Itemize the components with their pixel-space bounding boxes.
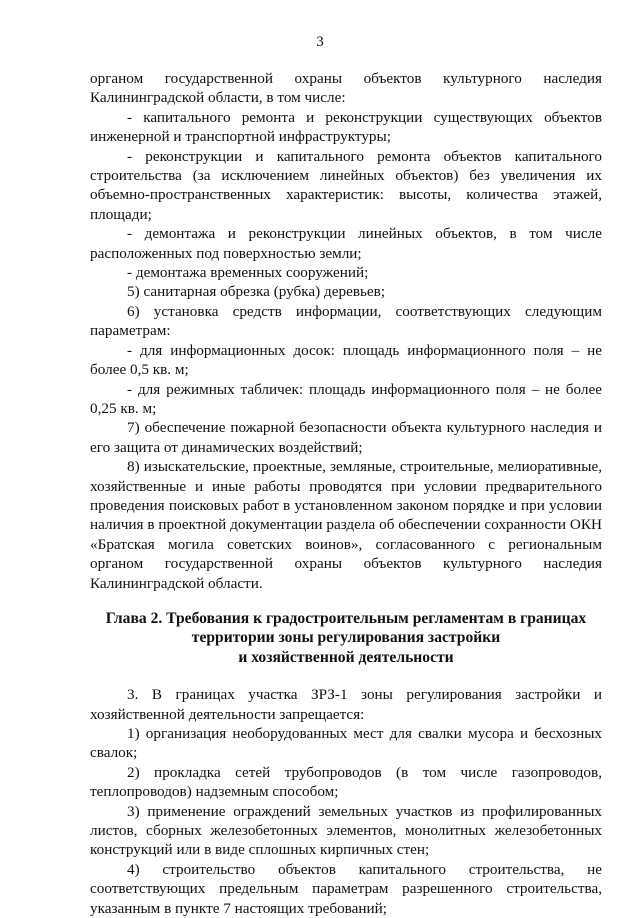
list-item: 5) санитарная обрезка (рубка) деревьев; (127, 283, 386, 301)
list-item: - демонтажа временных сооружений; (127, 264, 369, 282)
chapter-heading-line: Глава 2. Требования к градостроительным регламентам в границах (105, 609, 587, 627)
paragraph: органом государственной охраны объектов культурного наследия Калининградской области, в том числе: (90, 70, 602, 107)
list-item: 7) обеспечение пожарной безопасности объекта культурного наследия и его защита от динамических воздействий; (90, 419, 602, 456)
list-item: 4) строительство объектов капитального строительства, не соответствующих предельным параметрам разрешенного строительства, указанным в пункте 7 настоящих требований; (90, 860, 602, 917)
spacer (90, 667, 602, 685)
list-item: - для режимных табличек: площадь информационного поля – не более 0,25 кв. м; (90, 380, 602, 417)
list-item: 6) установка средств информации, соответствующих следующим параметрам: (90, 302, 602, 340)
page-number: 3 (316, 34, 324, 50)
list-item: - капитального ремонта и реконструкции существующих объектов инженерной и транспортной инфраструктуры; (90, 108, 602, 146)
list-item: - для информационных досок: площадь информационного поля – не более 0,5 кв. м; (90, 341, 602, 379)
list-item: 2) прокладка сетей трубопроводов (в том числе газопроводов, теплопроводов) надземным способом; (90, 763, 602, 801)
paragraph: 3. В границах участка ЗРЗ-1 зоны регулирования застройки и хозяйственной деятельности запрещается: (90, 686, 602, 723)
document-body (90, 69, 602, 918)
list-item: 1) организация необорудованных мест для свалки мусора и бесхозных свалок; (90, 725, 602, 762)
list-item: - демонтажа и реконструкции линейных объектов, в том числе расположенных под поверхностью земли; (90, 225, 602, 262)
chapter-heading-line: и хозяйственной деятельности (238, 648, 454, 666)
list-item: 3) применение ограждений земельных участков из профилированных листов, сборных железобетонных элементов, монолитных железобетонных конструкций или в виде сплошных кирпичных стен; (90, 802, 602, 859)
chapter-heading-line: территории зоны регулирования застройки (191, 629, 501, 647)
list-item: - реконструкции и капитального ремонта объектов капитального строительства (за исключением линейных объектов) без увеличения их объемно-пространственных характеристик: высоты, количества этажей, площади; (90, 147, 602, 223)
chapter-heading (90, 609, 602, 667)
list-item: 8) изыскательские, проектные, земляные, строительные, мелиоративные, хозяйственные и иные работы проводятся при условии предварительного проведения поисковых работ в установленном законом порядке и при условии наличия в проектной документации раздела об обеспечении сохранности ОКН «Братская могила советских воинов», согласованного с региональным органом государственной охраны объектов культурного наследия Калининградской области. (90, 458, 602, 592)
